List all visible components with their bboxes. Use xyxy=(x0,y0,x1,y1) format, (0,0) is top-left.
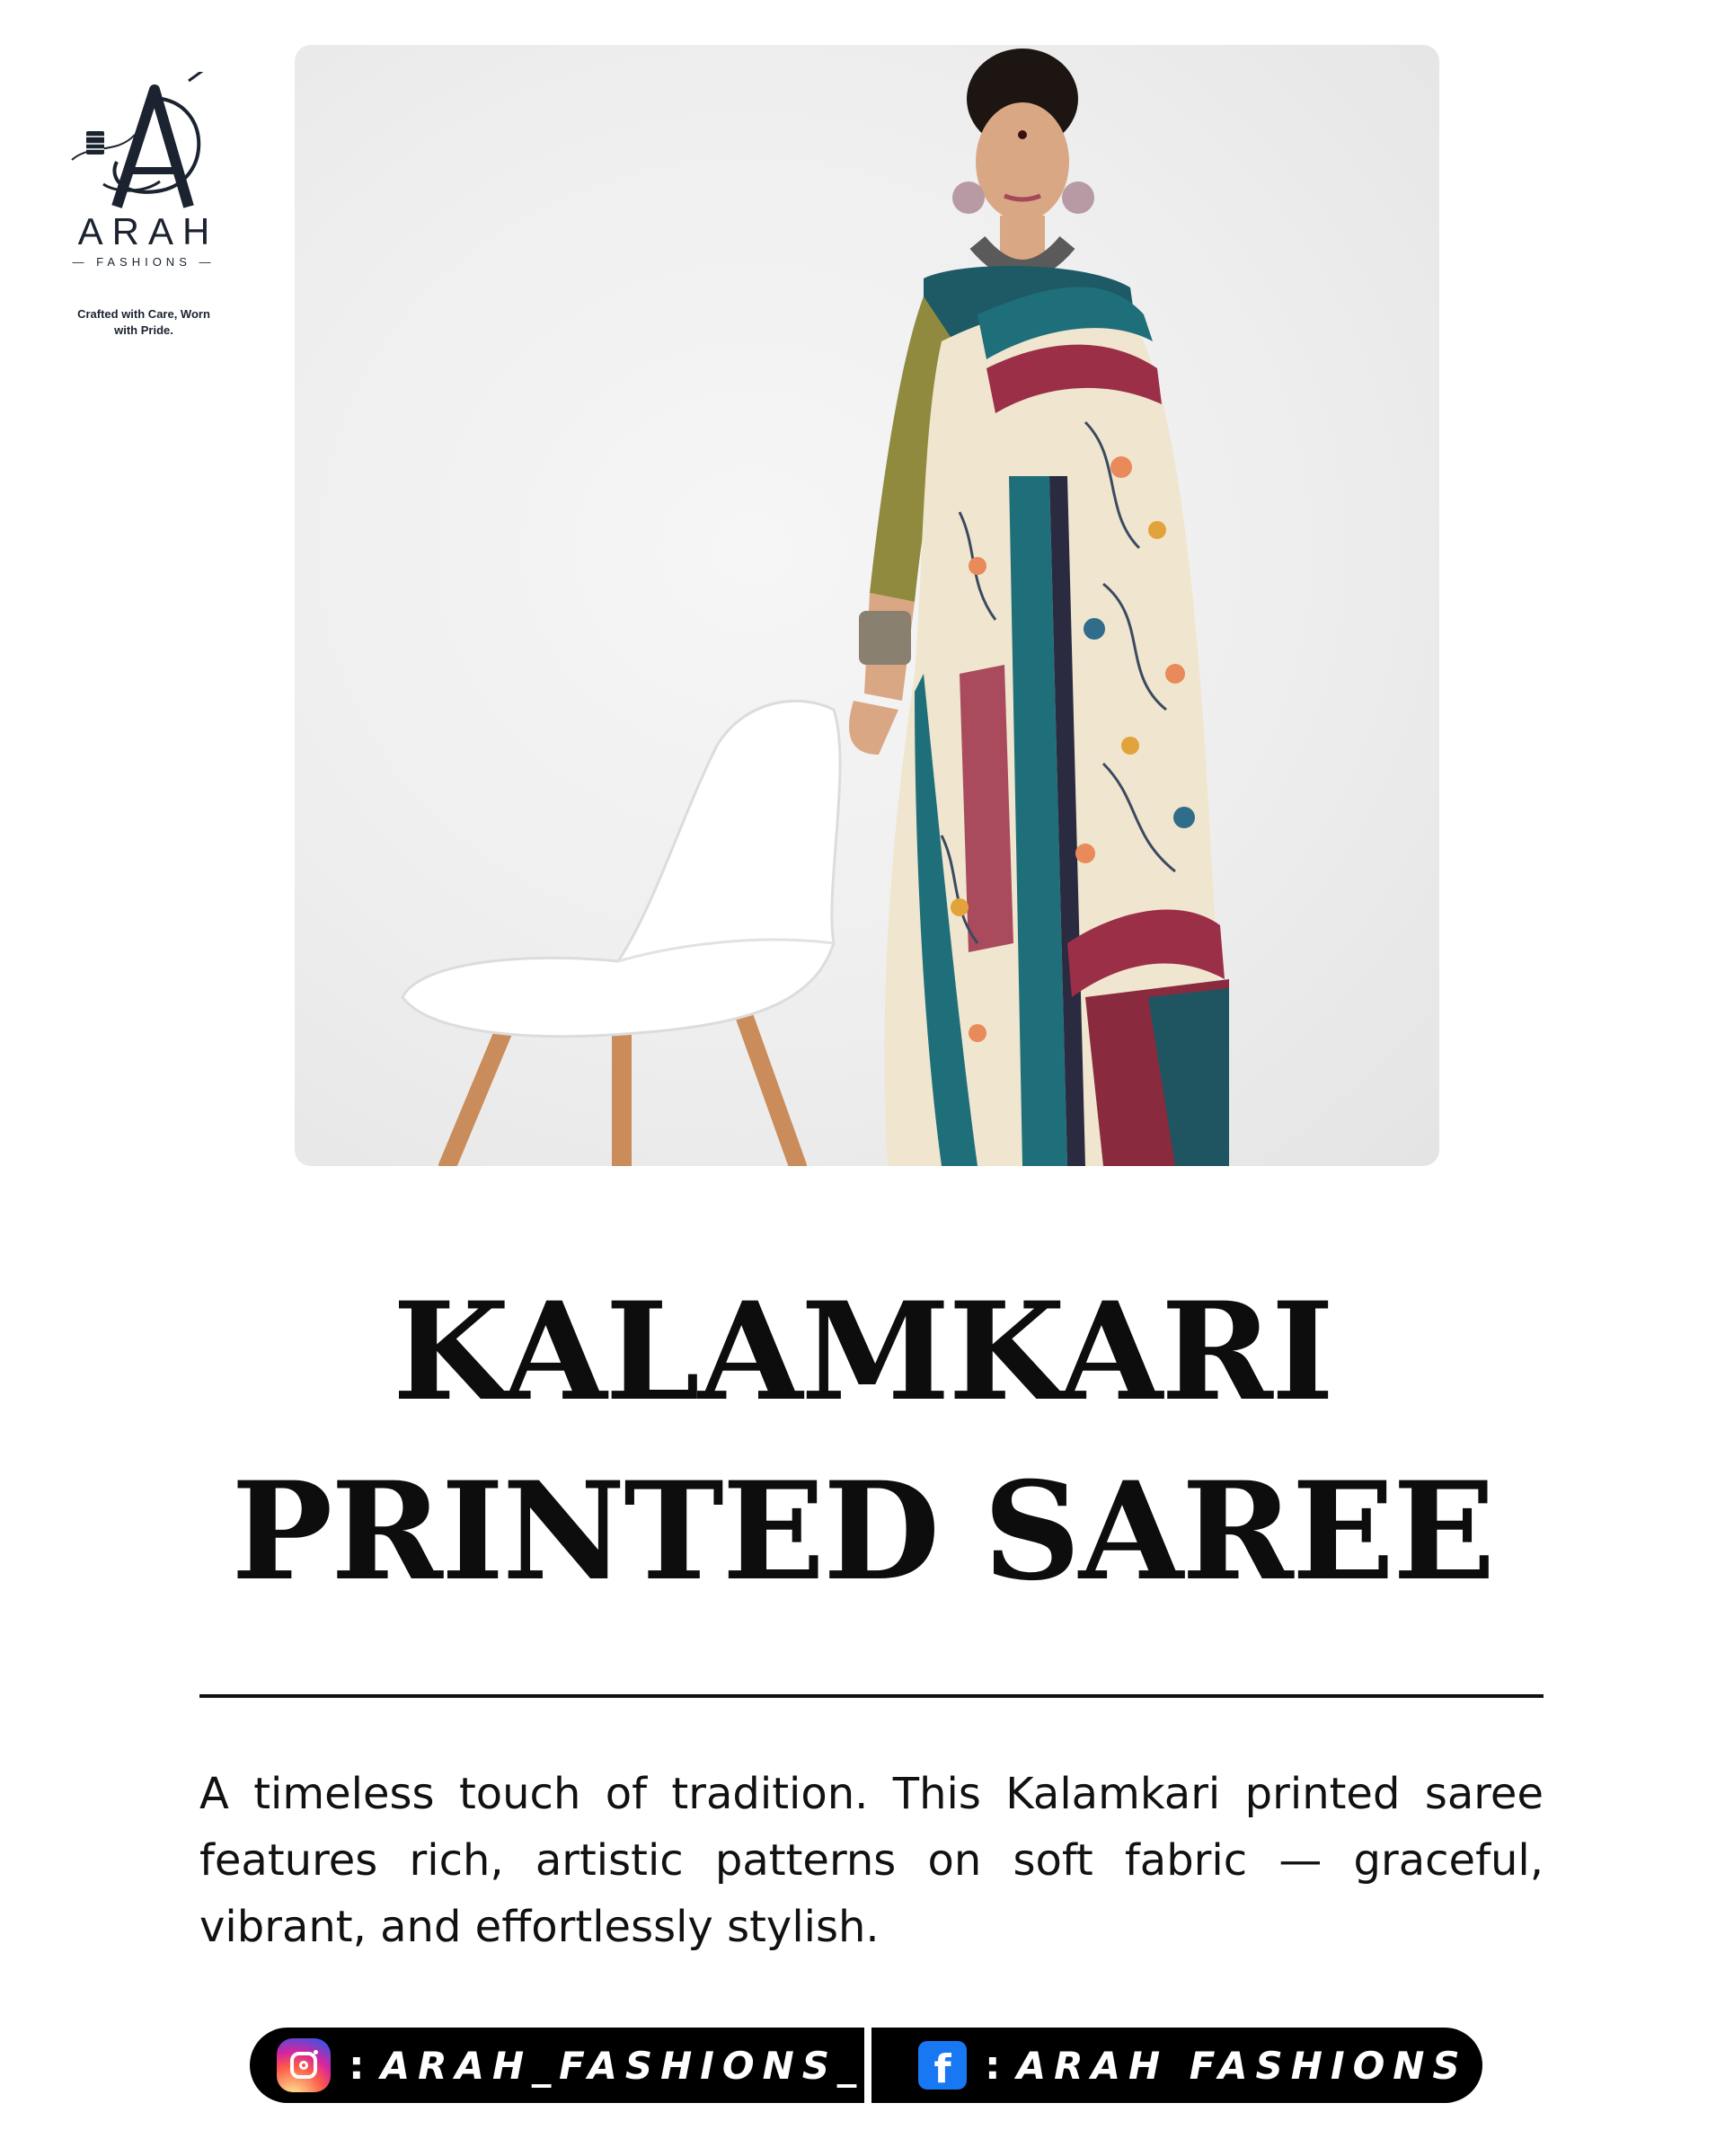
product-description: A timeless touch of tradition. This Kalamkari printed saree features rich, artistic patterns on soft fabric — graceful, vibrant, and effortlessly stylish. xyxy=(199,1769,1544,1952)
instagram-separator: : xyxy=(349,2042,365,2089)
thread-spool-needle-logo-icon xyxy=(54,72,234,216)
brand-name: ARAH xyxy=(77,210,219,252)
facebook-icon: f xyxy=(918,2041,967,2090)
model-saree-illustration xyxy=(295,45,1439,1166)
brand-tagline: Crafted with Care, Worn with Pride. xyxy=(77,307,210,337)
divider xyxy=(199,1694,1544,1698)
brand-logo xyxy=(36,72,252,339)
social-separator xyxy=(864,2028,871,2103)
instagram-icon xyxy=(277,2038,331,2092)
product-title xyxy=(0,1262,1725,1621)
facebook-separator: : xyxy=(985,2042,1001,2089)
instagram-handle: ARAH_FASHIONS_ xyxy=(380,2043,865,2088)
facebook-link[interactable] xyxy=(871,2028,1482,2103)
product-photo xyxy=(295,45,1439,1166)
title-line-1: KALAMKARI xyxy=(392,1273,1333,1431)
brand-subtitle: — FASHIONS — xyxy=(72,255,216,269)
title-line-2: PRINTED SAREE xyxy=(231,1453,1494,1611)
instagram-link[interactable] xyxy=(250,2028,864,2103)
social-bar xyxy=(250,2028,1482,2103)
chair-legs xyxy=(447,1015,798,1166)
facebook-handle: ARAH FASHIONS xyxy=(1016,2043,1468,2088)
white-chair xyxy=(402,701,840,1036)
